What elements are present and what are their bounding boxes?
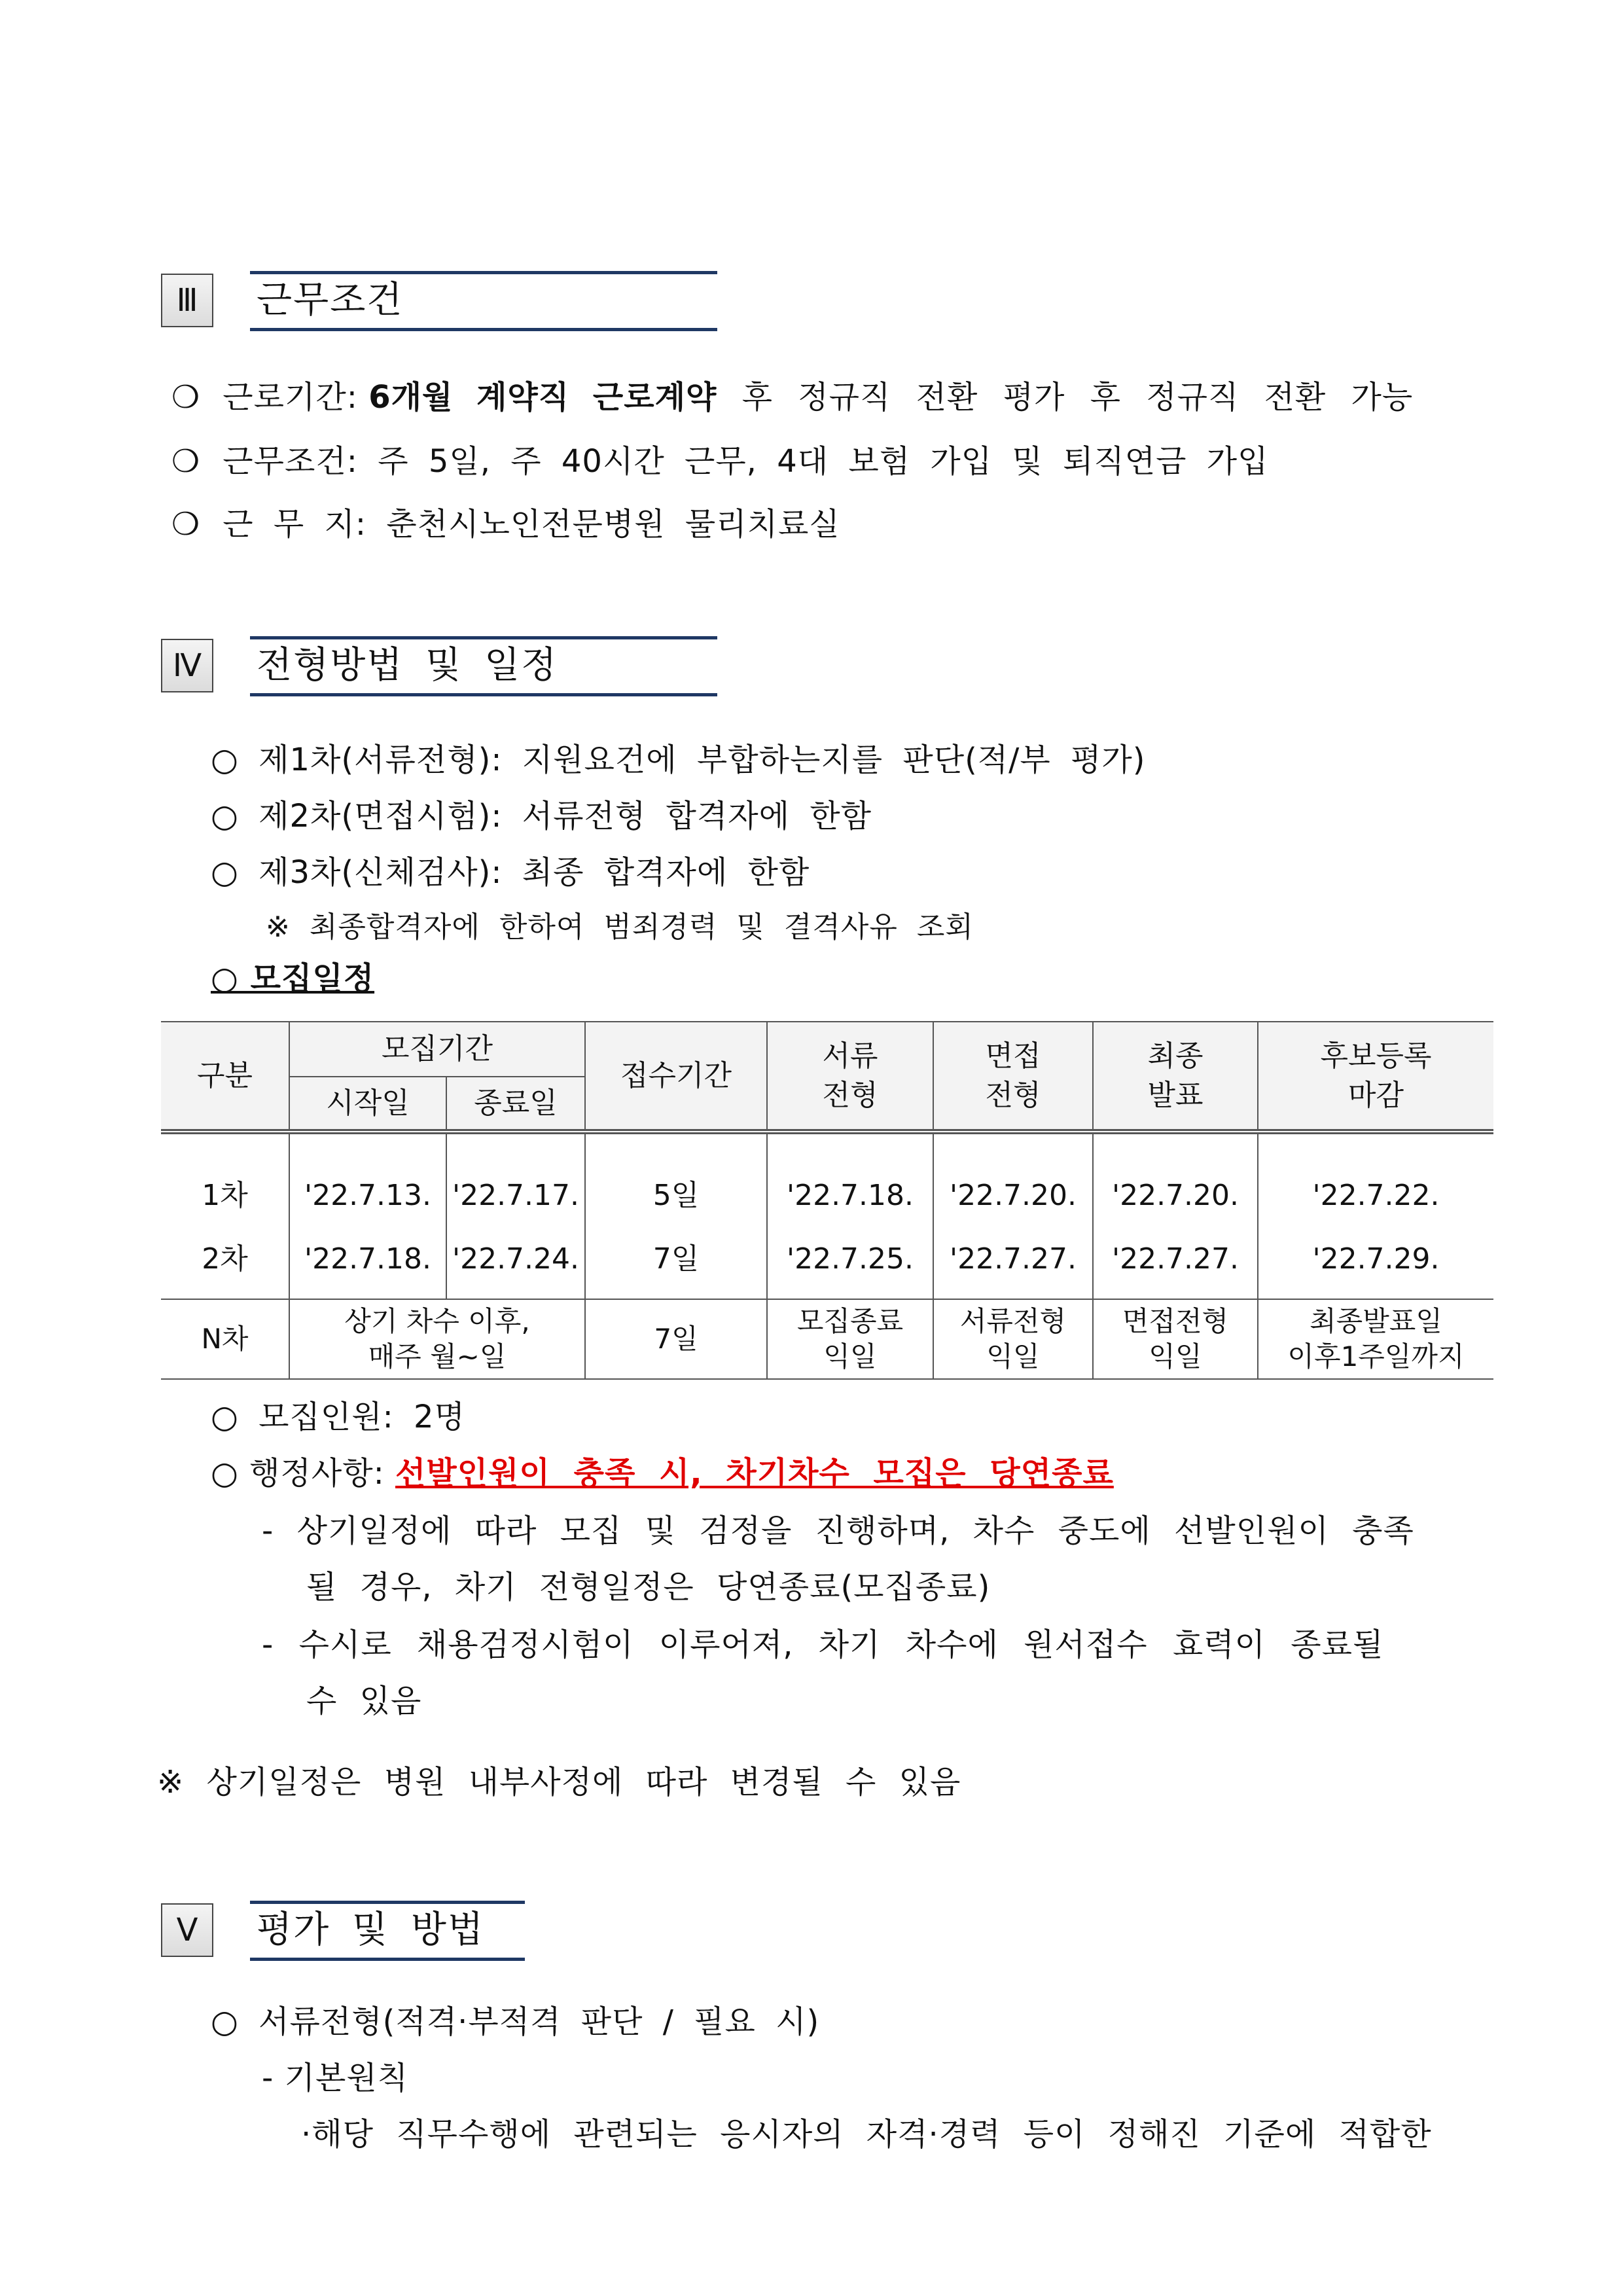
section-number: Ⅲ <box>161 274 213 327</box>
header-start: 시작일 <box>289 1077 446 1132</box>
section-title: 근무조건 <box>250 271 717 331</box>
cell-final: '22.7.27. <box>1093 1219 1258 1299</box>
cell-final: '22.7.20. <box>1093 1132 1258 1219</box>
cell-division: 2차 <box>161 1219 289 1299</box>
work-period-bold: 6개월 계약직 근로계약 <box>368 379 717 416</box>
work-place: 근 무 지: 춘천시노인전문병원 물리치료실 <box>223 506 840 543</box>
eval-doc: ○ 서류전형(적격·부적격 판단 / 필요 시) <box>211 2003 820 2040</box>
cell-reserve: 최종발표일 이후1주일까지 <box>1258 1299 1493 1379</box>
schedule-note: ※ 상기일정은 병원 내부사정에 따라 변경될 수 있음 <box>157 1764 961 1801</box>
cell-interview: '22.7.20. <box>933 1132 1093 1219</box>
cell-reception: 7일 <box>585 1219 767 1299</box>
selection-note: ※ 최종합격자에 한하여 범죄경력 및 결격사유 조회 <box>266 910 974 944</box>
cell-reserve: '22.7.29. <box>1258 1219 1493 1299</box>
work-period-line <box>171 372 1413 417</box>
header-reserve: 후보등록 마감 <box>1258 1022 1493 1132</box>
admin-detail-2a: - 수시로 채용검정시험이 이루어져, 차기 차수에 원서접수 효력이 종료될 <box>262 1626 1384 1663</box>
stage1: ○ 제1차(서류전형): 지원요건에 부합하는지를 판단(적/부 평가) <box>211 742 1146 778</box>
schedule-title: ○ 모집일정 <box>211 960 375 997</box>
cell-reception: 5일 <box>585 1132 767 1219</box>
work-place-line <box>171 499 840 544</box>
header-recruit-period: 모집기간 <box>289 1022 585 1077</box>
admin-line <box>211 1448 1114 1493</box>
cell-start: '22.7.13. <box>289 1132 446 1219</box>
header-end: 종료일 <box>446 1077 585 1132</box>
section-number: Ⅴ <box>161 1903 213 1957</box>
cell-doc: 모집종료 익일 <box>767 1299 933 1379</box>
cell-reception: 7일 <box>585 1299 767 1379</box>
cell-interview: '22.7.27. <box>933 1219 1093 1299</box>
cell-doc: '22.7.25. <box>767 1219 933 1299</box>
header-final: 최종 발표 <box>1093 1022 1258 1132</box>
table-row <box>161 1219 1493 1299</box>
section-title: 평가 및 방법 <box>250 1901 525 1961</box>
eval-detail: ·해당 직무수행에 관련되는 응시자의 자격·경력 등이 정해진 기준에 적합한 <box>301 2116 1432 2153</box>
admin-detail-1a: - 상기일정에 따라 모집 및 검정을 진행하며, 차수 중도에 선발인원이 충족 <box>262 1513 1414 1549</box>
cell-doc: '22.7.18. <box>767 1132 933 1219</box>
table-row <box>161 1132 1493 1219</box>
cell-end: '22.7.24. <box>446 1219 585 1299</box>
section-number: Ⅳ <box>161 639 213 692</box>
header-reception: 접수기간 <box>585 1022 767 1132</box>
header-interview: 면접 전형 <box>933 1022 1093 1132</box>
cell-end: '22.7.17. <box>446 1132 585 1219</box>
cell-division: N차 <box>161 1299 289 1379</box>
header-doc: 서류 전형 <box>767 1022 933 1132</box>
work-conditions-line <box>171 436 1268 481</box>
admin-detail-1b: 될 경우, 차기 전형일정은 당연종료(모집종료) <box>306 1569 991 1605</box>
header-division: 구분 <box>161 1022 289 1132</box>
cell-final: 면접전형 익일 <box>1093 1299 1258 1379</box>
section-3-header <box>161 271 717 331</box>
section-4-header <box>161 636 717 696</box>
bullet: ❍ <box>171 506 201 543</box>
cell-division: 1차 <box>161 1132 289 1219</box>
cell-period: 상기 차수 이후, 매주 월~일 <box>289 1299 585 1379</box>
work-conditions: 근무조건: 주 5일, 주 40시간 근무, 4대 보험 가입 및 퇴직연금 가입 <box>223 443 1269 480</box>
admin-detail-2b: 수 있음 <box>306 1683 422 1719</box>
stage3: ○ 제3차(신체검사): 최종 합격자에 한함 <box>211 854 810 891</box>
schedule-table <box>161 1021 1493 1380</box>
section-5-header <box>161 1901 527 1961</box>
stage2: ○ 제2차(면접시험): 서류전형 합격자에 한함 <box>211 798 872 834</box>
bullet: ❍ <box>171 379 201 416</box>
bullet: ❍ <box>171 443 201 480</box>
cell-interview: 서류전형 익일 <box>933 1299 1093 1379</box>
table-row <box>161 1299 1493 1379</box>
headcount: ○ 모집인원: 2명 <box>211 1399 465 1435</box>
section-title: 전형방법 및 일정 <box>250 636 717 696</box>
cell-reserve: '22.7.22. <box>1258 1132 1493 1219</box>
cell-start: '22.7.18. <box>289 1219 446 1299</box>
eval-principle: - 기본원칙 <box>262 2060 409 2096</box>
admin-notice: 선발인원이 충족 시, 차기차수 모집은 당연종료 <box>395 1455 1114 1492</box>
admin-label: ○ 행정사항: <box>211 1455 396 1492</box>
work-period-label: 근로기간: <box>223 379 369 416</box>
work-period-rest: 후 정규직 전환 평가 후 정규직 전환 가능 <box>717 379 1414 416</box>
